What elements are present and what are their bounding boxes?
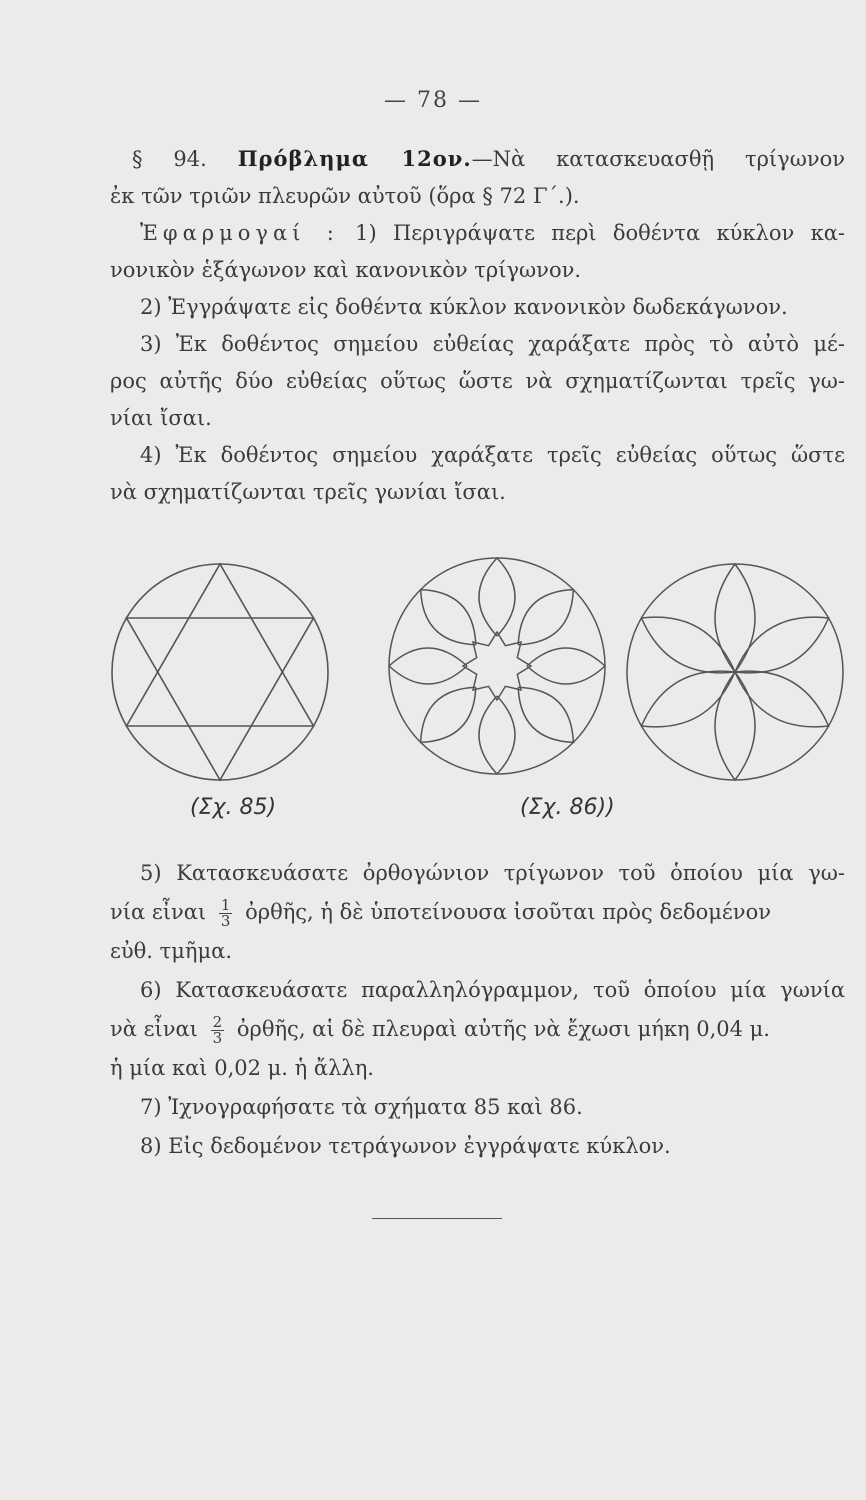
section-number: § 94. [132,147,207,171]
fig85-triangle-up [127,564,314,726]
fraction-numerator: 2 [212,1013,223,1031]
end-rule [372,1218,502,1219]
item6-line3: ἡ μία καὶ 0,02 μ. ἡ ἄλλη. [110,1056,374,1080]
item4-line2: νὰ σχηματίζωνται τρεῖς γωνίαι ἴσαι. [110,480,506,504]
figure-85-hexagram [105,557,335,787]
fig86b-petal [715,672,755,780]
fig86b-petal [641,617,735,673]
figure-86-flower [620,557,850,787]
fig86a-petal [527,648,605,684]
item5-line2-pre: νία εἶναι [110,900,207,924]
item3-line3: νίαι ἴσαι. [110,406,212,430]
fig86a-center-star [463,632,531,700]
item4-line1: 4) Ἐκ δοθέντος σημείου χαράξατε τρεῖς εὐθείας οὕτως ὥστε [140,443,845,467]
item6-line2 [110,1010,845,1049]
item6-line2-pre: νὰ εἶναι [110,1017,198,1041]
item5-line3: εὐθ. τμῆμα. [110,939,232,963]
item7: 7) Ἰχνογραφήσατε τὰ σχήματα 85 καὶ 86. [140,1095,583,1119]
main-text-bottom [110,854,845,1166]
fig86b-petal [735,671,829,727]
item3-line2: ρος αὐτῆς δύο εὐθείας οὕτως ὥστε νὰ σχηματίζωνται τρεῖς γω- [110,369,845,393]
caption-fig-85: (Σχ. 85) [190,795,277,820]
main-text-top [110,140,845,511]
item5-line1: 5) Κατασκευάσατε ὀρθογώνιον τρίγωνον τοῦ ὁποίου μία γω- [140,861,845,885]
item1-line1: 1) Περιγράψατε περὶ δοθέντα κύκλον κα- [355,221,845,245]
fig86a-petal [479,696,515,774]
page-number: — 78 — [384,88,482,113]
item8: 8) Εἰς δεδομένον τετράγωνον ἐγγράψατε κύκλον. [140,1134,671,1158]
fig86b-petal [735,617,829,673]
fig86a-petal [479,558,515,636]
fraction-one-third [219,898,233,929]
section-heading: Πρόβλημα 12ον. [237,146,472,171]
section-94-line1 [110,140,845,178]
item2: 2) Ἐγγράψατε εἰς δοθέντα κύκλον κανονικὸν δωδεκάγωνον. [140,295,788,319]
fig85-circle [112,564,328,780]
fraction-denominator: 3 [220,912,231,930]
fig86b-petal [641,671,735,727]
fig86a-petal [518,687,573,742]
item3-line1: 3) Ἐκ δοθέντος σημείου εὐθείας χαράξατε πρὸς τὸ αὐτὸ μέ- [140,332,845,356]
fig86a-petal [518,590,573,645]
fig86b-petal [715,564,755,672]
fig85-triangle-down [127,618,314,780]
fig86a-petal [389,648,467,684]
applications-label: Ἐφαρμογαί : [140,221,339,245]
applications-line1 [110,215,845,252]
section-text-line1: —Νὰ κατασκευασθῇ τρίγωνον [471,147,845,171]
section-text-line2: ἐκ τῶν τριῶν πλευρῶν αὐτοῦ (ὅρα § 72 Γ΄.). [110,184,580,208]
fig86a-petal [421,590,476,645]
item6-line1: 6) Κατασκευάσατε παραλληλόγραμμον, τοῦ ὁποίου μία γωνία [140,978,845,1002]
fraction-numerator: 1 [220,896,231,914]
item5-line2 [110,893,845,932]
item6-line2-post: ὀρθῆς, αἱ δὲ πλευραὶ αὐτῆς νὰ ἔχωσι μήκη 0,04 μ. [236,1017,770,1041]
item1-line2: νονικὸν ἑξάγωνον καὶ κανονικὸν τρίγωνον. [110,258,582,282]
item5-line2-post: ὀρθῆς, ἡ δὲ ὑποτείνουσα ἰσοῦται πρὸς δεδομένον [245,900,771,924]
figure-86-rosette-open [382,551,612,781]
fraction-denominator: 3 [212,1029,223,1047]
caption-fig-86: (Σχ. 86)) [520,795,615,820]
figures-row [0,545,866,845]
fraction-two-thirds [211,1015,225,1046]
fig86a-petal [421,687,476,742]
